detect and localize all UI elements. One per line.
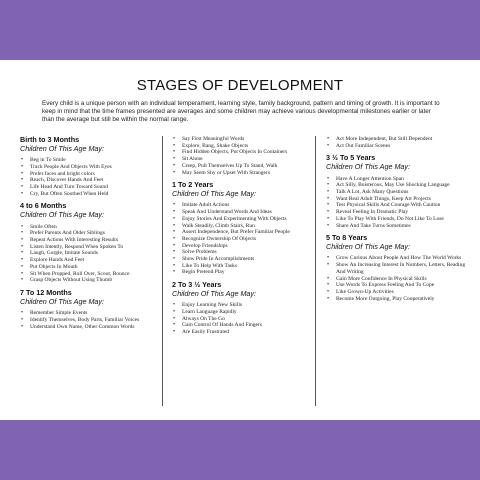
section-title: 3 ½ To 5 Years — [326, 153, 376, 163]
list-item: • Reveal Feeling In Dramatic Play — [326, 209, 468, 216]
list-item: • Sit When Propped, Roll Over, Scoot, Bounce — [20, 271, 155, 278]
list-item: • Like To Play With Friends, Do Not Like To Lose — [326, 216, 468, 223]
list-item: • Show Pride In Accomplishments — [172, 256, 307, 263]
list-item: • Smile Often — [20, 224, 155, 231]
list-item: • Imitate Adult Actions — [172, 202, 307, 209]
list-item: • Grasp Objects Without Using Thumb — [20, 277, 155, 284]
list-item: • Always On The Go — [172, 316, 307, 323]
list-item: • Walk Steadily, Climb Stairs, Run — [172, 223, 307, 230]
page-title: STAGES OF DEVELOPMENT — [136, 77, 344, 94]
document-page — [0, 60, 480, 420]
list-item: • Grow Curious About People And How The World Works — [326, 255, 468, 262]
section-3-half-to-5-years — [326, 154, 468, 229]
section-1-to-2-years — [172, 181, 307, 276]
section-title: 1 To 2 Years — [172, 180, 214, 190]
section-subtitle: Children Of This Age May: — [326, 162, 411, 171]
list-item: • Like To Help With Tasks — [172, 263, 307, 270]
section-title: 7 To 12 Months — [20, 287, 72, 297]
list-item: • Speak And Understand Words And Ideas — [172, 209, 307, 216]
list-item: • Are Easily Frustrated — [172, 329, 307, 336]
list-item: • Explore, Bang, Shake Objects — [172, 143, 307, 150]
list-item: • Act Silly, Boisterous, May Use Shocking Language — [326, 182, 468, 189]
list-item: • Like Grown-Up Activities — [326, 289, 468, 296]
section-subtitle: Children Of This Age May: — [20, 210, 105, 219]
list-item: • Explore Hands And Feet — [20, 257, 155, 264]
list-item: • Begin Pretend Play — [172, 269, 307, 276]
section-5-to-8-years — [326, 234, 468, 302]
list-item: • Sit Alone — [172, 156, 307, 163]
list-item: • Talk A Lot, Ask Many Questions — [326, 189, 468, 196]
section-2-to-3-half-years-continued — [326, 136, 468, 149]
list-item: • Use Words To Express Feeling And To Cope — [326, 282, 468, 289]
section-title: 4 to 6 Months — [20, 201, 67, 211]
list-item: • Learn Language Rapidly — [172, 309, 307, 316]
list-item: • Prefer faces and bright colors — [20, 171, 155, 178]
list-item: • Creep, Pull Themselves Up To Stand, Walk — [172, 163, 307, 170]
list-item: • Enjoy Learning New Skills — [172, 302, 307, 309]
column-2 — [172, 136, 307, 341]
list-item: • Enjoy Stories And Experimenting With Objects — [172, 216, 307, 223]
list-item: • Show An Increasing Interest In Numbers, Letters, Reading And Writing — [326, 262, 468, 275]
column-3 — [326, 136, 468, 307]
section-birth-to-3-months — [20, 136, 155, 197]
column-1 — [20, 136, 155, 335]
list-item: • Repeat Actions With Interesting Results — [20, 237, 155, 244]
list-item: • Prefer Parents And Older Siblings — [20, 230, 155, 237]
list-item: • Say First Meaningful Words — [172, 136, 307, 143]
list-item: • Gain Control Of Hands And Fingers — [172, 322, 307, 329]
list-item: • Life Head And Turn Toward Sound — [20, 184, 155, 191]
section-2-to-3-half-years — [172, 281, 307, 336]
section-subtitle: Children Of This Age May: — [20, 143, 105, 153]
list-item: • Want Real Adult Things, Keep Art Projects — [326, 196, 468, 203]
list-item: • Put Objects In Mouth — [20, 264, 155, 271]
list-item: • May Seem Shy or Upset With Strangers — [172, 170, 307, 177]
list-item: • Recognize Ownership Of Objects — [172, 236, 307, 243]
section-title: 2 To 3 ½ Years — [172, 280, 222, 290]
list-item: • Identify Themselves, Body Parts, Familiar Voices — [20, 317, 155, 324]
section-7-to-12-months — [20, 289, 155, 330]
list-item: • Solve Problems — [172, 249, 307, 256]
list-item: • Assert Independence, But Prefer Familiar People — [172, 229, 307, 236]
list-item: • Test Physical Skills And Courage With Caution — [326, 202, 468, 209]
list-item: • Share And Take Turns Sometimes — [326, 223, 468, 230]
column-divider — [162, 136, 163, 406]
section-subtitle: Children Of This Age May: — [20, 296, 105, 306]
list-item: • Become More Outgoing, Play Cooperatively — [326, 296, 468, 303]
section-subtitle: Children Of This Age May: — [172, 288, 257, 298]
list-item: • Listen Intently, Respond When Spoken To — [20, 244, 155, 251]
list-item: • Laugh, Gurgle, Imitate Sounds — [20, 250, 155, 257]
list-item: • Reach, Discover Hands And Feet — [20, 177, 155, 184]
list-item: • Gain More Confidence In Physical Skills — [326, 276, 468, 283]
list-item: • Have A Longer Attention Span — [326, 176, 468, 183]
list-item: • Remember Simple Events — [20, 310, 155, 317]
section-title: Birth to 3 Months — [20, 135, 80, 144]
list-item: • Find Hidden Objects, Put Objects In Containers — [172, 149, 307, 156]
list-item: • Beg in To Smile — [20, 157, 155, 164]
intro-paragraph: Every child is a unique person with an individual temperament, learning style, family background, pattern and timing of growth. It is important to keep in mind that the time frames presented are averages and some children may achieve various developmental milestones earlier or later than the average but still be within the normal range. — [42, 100, 440, 124]
list-item: • Track People And Objects With Eyes — [20, 164, 155, 171]
section-title: 5 To 8 Years — [326, 233, 368, 243]
section-7-to-12-months-continued — [172, 136, 307, 176]
list-item: • Act More Independent, But Still Dependent — [326, 136, 468, 143]
list-item: • Act Out Familiar Scenes — [326, 143, 468, 150]
list-item: • Develop Friendships — [172, 243, 307, 250]
section-subtitle: Children Of This Age May: — [172, 188, 257, 198]
list-item: • Understand Own Name, Other Common Words — [20, 324, 155, 331]
list-item: • Cry, But Often Soothed When Held — [20, 191, 155, 198]
column-divider — [315, 136, 316, 406]
section-subtitle: Children Of This Age May: — [326, 241, 411, 251]
section-4-to-6-months — [20, 202, 155, 284]
